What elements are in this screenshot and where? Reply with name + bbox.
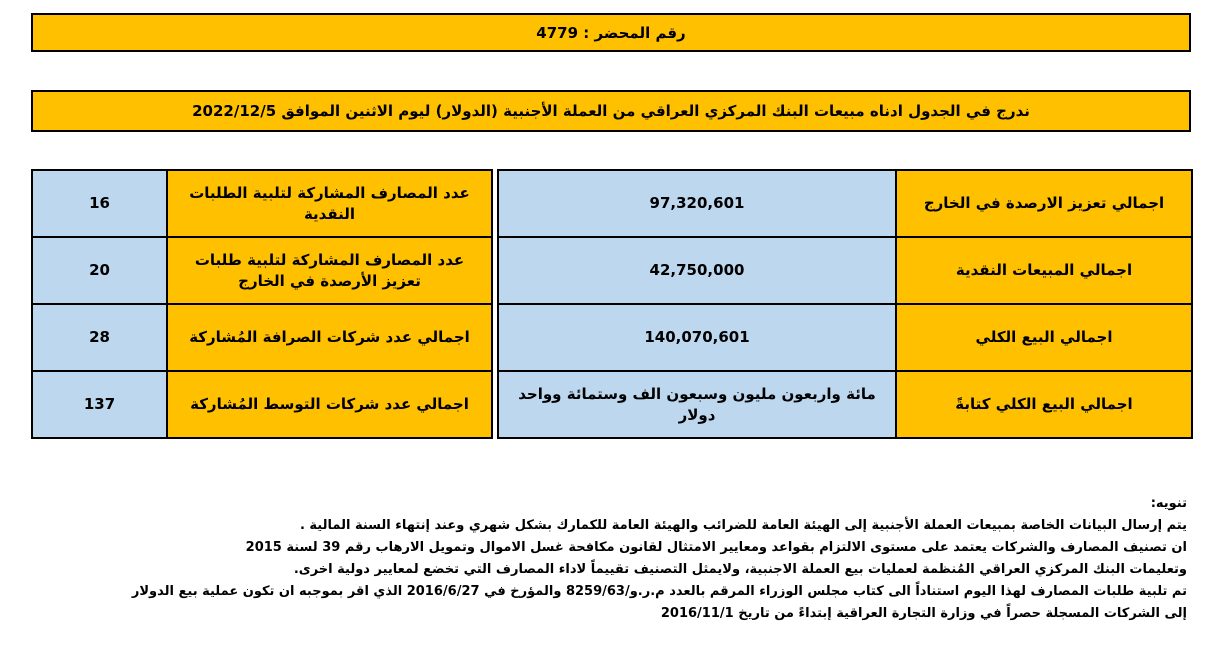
table-row [32,371,492,438]
notes-title: تنويه: [1150,496,1187,511]
table-row [498,304,1192,371]
table-row [32,237,492,304]
participant-label: اجمالي عدد شركات الصرافة المُشاركة [167,304,492,371]
record-number-banner [31,13,1191,52]
sales-label: اجمالي تعزيز الارصدة في الخارج [896,170,1192,237]
table-row [32,304,492,371]
sales-table [497,169,1193,439]
sales-value: 42,750,000 [498,237,896,304]
participant-label: اجمالي عدد شركات التوسط المُشاركة [167,371,492,438]
participant-label: عدد المصارف المشاركة لتلبية طلبات تعزيز الأرصدة في الخارج [167,237,492,304]
notes-line: ان تصنيف المصارف والشركات يعتمد على مستوى الالتزام بقواعد ومعايير الامتثال لقانون مكافحة غسل الاموال وتمويل الارهاب رقم 39 لسنة 2015 [245,540,1187,555]
notes-section [27,493,1187,625]
sales-label: اجمالي المبيعات النقدية [896,237,1192,304]
participant-value: 28 [32,304,167,371]
participant-value: 20 [32,237,167,304]
sales-value: 140,070,601 [498,304,896,371]
notes-line: يتم إرسال البيانات الخاصة بمبيعات العملة الأجنبية إلى الهيئة العامة للضرائب والهيئة العامة للكمارك بشكل شهري وعند إنتهاء السنة المالية . [299,518,1187,533]
table-row [498,371,1192,438]
record-number-value: 4779 [536,23,579,42]
intro-banner [31,90,1191,132]
table-row [498,170,1192,237]
table-row [32,170,492,237]
sales-label: اجمالي البيع الكلي [896,304,1192,371]
participant-label: عدد المصارف المشاركة لتلبية الطلبات النقدية [167,170,492,237]
table-row [498,237,1192,304]
notes-line: إلى الشركات المسجلة حصراً في وزارة التجارة العراقية إبتداءً من تاريخ 2016/11/1 [660,606,1187,621]
intro-text: ندرج في الجدول ادناه مبيعات البنك المركزي العراقي من العملة الأجنبية (الدولار) ليوم الاثنين الموافق 2022/12/5 [192,102,1030,120]
sales-value: 97,320,601 [498,170,896,237]
participants-table [31,169,493,439]
notes-line: وتعليمات البنك المركزي العراقي المُنظمة لعمليات بيع العملة الاجنبية، ولايمثل التصنيف تقييماً لاداء المصارف التي تخضع لمعايير دولية اخرى. [293,562,1187,577]
notes-line: تم تلبية طلبات المصارف لهذا اليوم استناداً الى كتاب مجلس الوزراء المرقم بالعدد م.ر.و/8259/63 والمؤرخ في 2016/6/27 الذي اقر بموجبه ان تكون عملية بيع الدولار [131,584,1187,599]
participant-value: 16 [32,170,167,237]
record-number-label: رقم المحضر : [583,23,686,42]
participant-value: 137 [32,371,167,438]
sales-label: اجمالي البيع الكلي كتابةً [896,371,1192,438]
sales-value-in-words: مائة واربعون مليون وسبعون الف وستمائة وواحد دولار [498,371,896,438]
